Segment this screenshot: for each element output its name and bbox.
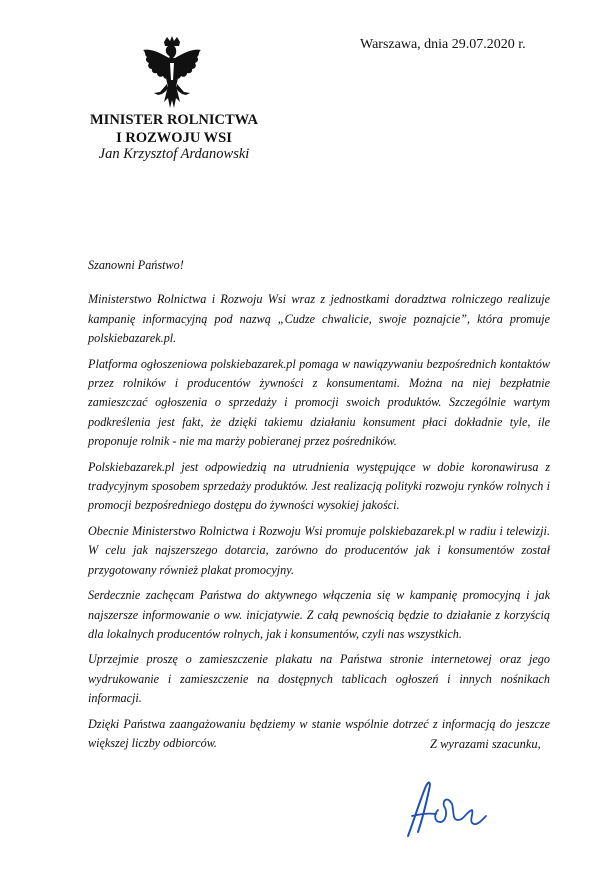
paragraph-promotion: Obecnie Ministerstwo Rolnictwa i Rozwoju Wsi promuje polskiebazarek.pl w radiu i telewizji. W celu jak najszerszego dotarcia, zarówno do producentów jak i konsumentów został przygotowany również plakat promocyjny. — [88, 523, 550, 577]
closing-line: Z wyrazami szacunku, — [430, 737, 541, 751]
white-eagle-emblem-icon — [140, 36, 204, 114]
letter-body — [88, 256, 550, 759]
paragraph-coronavirus: Polskiebazarek.pl jest odpowiedzią na utrudnienia występujące w dobie koronawirusa z tradycyjnym sposobem sprzedaży produktów. Jest realizacją polityki rozwoju rynków rolnych i promocji bezpośredniego dostępu do żywności wysokiej jakości. — [88, 459, 550, 513]
paragraph-campaign: Ministerstwo Rolnictwa i Rozwoju Wsi wraz z jednostkami doradztwa rolniczego realizuje kampanię informacyjną pod nazwą „Cudze chwalicie, swoje poznajcie”, która promuje polskiebazarek.pl. — [88, 292, 550, 346]
paragraph-thanks: Dzięki Państwa zaangażowaniu będziemy w stanie wspólnie dotrzeć z informacją do jeszcze większej liczby odbiorców. — [88, 716, 550, 750]
greeting: Szanowni Państwo! — [88, 258, 184, 272]
paragraph-platform: Platforma ogłoszeniowa polskiebazarek.pl pomaga w nawiązywaniu bezpośrednich kontaktów przez rolników i producentów żywności z konsumentami. Można na niej bezpłatnie zamieszczać ogłoszenia o sprzedaży i promocji swoich produktów. Szczególnie wartym podkreślenia jest fakt, że dzięki takiemu działaniu konsument płaci dokładnie tyle, ile proponuje rolnik - nie ma marży pobieranej przez pośredników. — [88, 356, 550, 449]
minister-title — [70, 111, 278, 147]
minister-title-line2: I ROZWOJU WSI — [116, 130, 232, 146]
date-line: Warszawa, dnia 29.07.2020 r. — [360, 37, 526, 52]
paragraph-request: Uprzejmie proszę o zamieszczenie plakatu na Państwa stronie internetowej oraz jego wydrukowanie i zamieszczenie na dostępnych tablicach ogłoszeń i innych nośnikach informacji. — [88, 652, 550, 706]
minister-title-line1: MINISTER ROLNICTWA — [90, 112, 258, 128]
paragraph-encouragement: Serdecznie zachęcam Państwa do aktywnego włączenia się w kampanię promocyjną i jak najszersze informowanie o ww. inicjatywie. Z całą pewnością będzie to działanie z korzyścią dla lokalnych producentów rolnych, jak i konsumentów, czyli nas wszystkich. — [88, 588, 550, 641]
minister-name: Jan Krzysztof Ardanowski — [98, 146, 250, 162]
handwritten-signature-icon — [388, 770, 498, 850]
